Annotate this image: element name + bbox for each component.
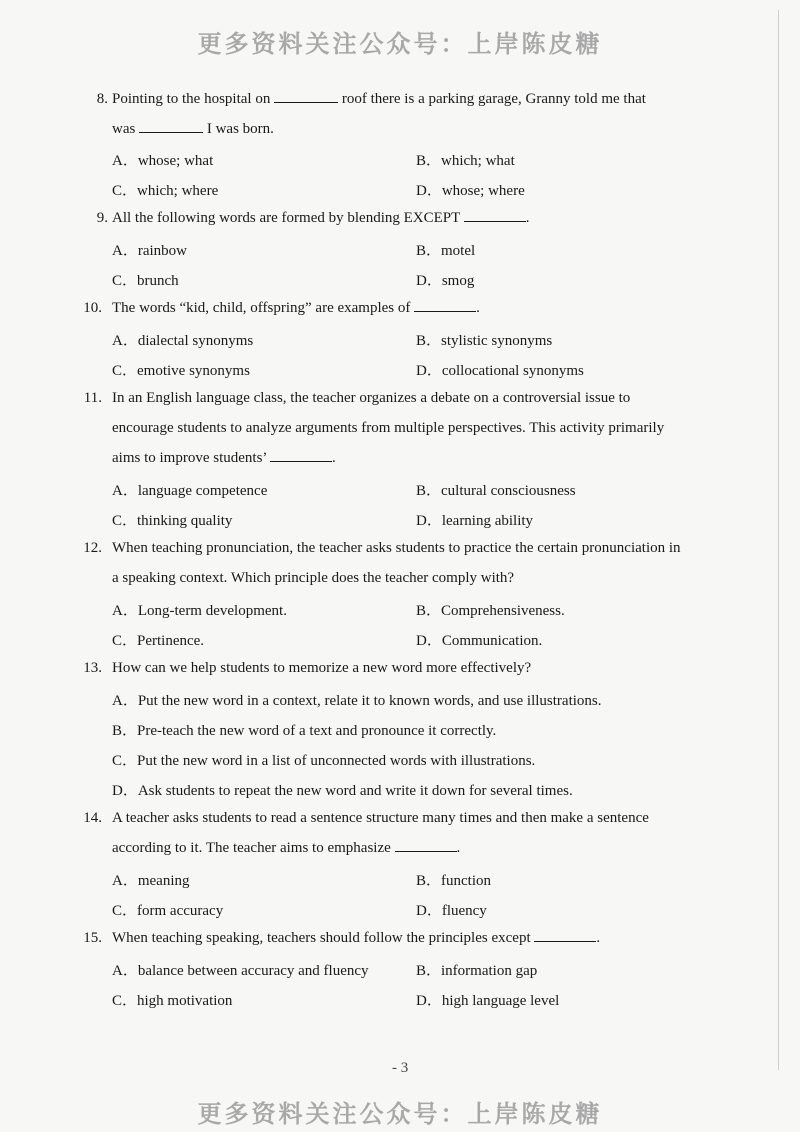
option-b: B．function — [416, 873, 491, 889]
question-number: 12. — [83, 540, 102, 556]
option-a: A．language competence — [112, 483, 268, 499]
option-d: D．high language level — [416, 993, 560, 1009]
question-text: . — [456, 840, 461, 856]
option-d: D．collocational synonyms — [416, 363, 584, 379]
option-c: C．thinking quality — [112, 513, 233, 529]
question-text: a speaking context. Which principle does the teacher comply with? — [112, 570, 515, 586]
option-d: D．whose; where — [416, 183, 525, 199]
option-c: C．Pertinence. — [112, 633, 205, 649]
answer-blank — [274, 88, 338, 103]
page-edge-line — [778, 10, 779, 1070]
option-a: A．Long-term development. — [112, 603, 287, 619]
answer-blank — [534, 927, 596, 942]
question-text: . — [332, 450, 336, 466]
option-c: C．form accuracy — [112, 903, 224, 919]
option-c: C．high motivation — [112, 993, 233, 1009]
question-text: . — [476, 300, 480, 316]
question-number: 9. — [96, 210, 108, 226]
option-d: D．Communication. — [416, 633, 543, 649]
question-text: . — [525, 210, 530, 226]
option-a: A．meaning — [112, 873, 190, 889]
option-d: D．fluency — [416, 903, 487, 919]
option-c: C．brunch — [112, 273, 179, 289]
watermark-top: 更多资料关注公众号：上岸陈皮糖 — [197, 30, 603, 58]
watermark-bottom: 更多资料关注公众号：上岸陈皮糖 — [197, 1100, 603, 1128]
option-c: C．which; where — [112, 183, 219, 199]
question-number: 11. — [83, 390, 102, 406]
option-c: C．Put the new word in a list of unconnected words with illustrations. — [112, 753, 536, 769]
question-number: 10. — [83, 300, 102, 316]
question-text: encourage students to analyze arguments from multiple perspectives. This activity primarily — [112, 420, 665, 436]
answer-blank — [139, 118, 203, 133]
option-a: A．Put the new word in a context, relate it to known words, and use illustrations. — [112, 693, 602, 709]
question-text: A teacher asks students to read a sentence structure many times and then make a sentence — [112, 810, 649, 826]
option-b: B．stylistic synonyms — [416, 333, 553, 349]
option-a: A．whose; what — [112, 153, 214, 169]
answer-blank — [270, 447, 332, 462]
question-text: In an English language class, the teacher organizes a debate on a controversial issue to — [112, 390, 631, 406]
option-d: D．Ask students to repeat the new word and write it down for several times. — [112, 783, 573, 799]
answer-blank — [464, 207, 526, 222]
question-number: 14. — [83, 810, 102, 826]
option-d: D．smog — [416, 273, 475, 289]
question-text: . — [596, 930, 601, 946]
answer-blank — [414, 297, 476, 312]
question-number: 13. — [83, 660, 102, 676]
option-b: B．cultural consciousness — [416, 483, 576, 499]
question-text: How can we help students to memorize a new word more effectively? — [112, 660, 532, 676]
option-a: A．rainbow — [112, 243, 187, 259]
question-text: All the following words are formed by blending EXCEPT — [112, 210, 461, 226]
question-text: When teaching speaking, teachers should follow the principles except — [112, 930, 531, 946]
option-c: C．emotive synonyms — [112, 363, 250, 379]
question-text: roof there is a parking garage, Granny told me that — [341, 91, 646, 107]
question-text: Pointing to the hospital on — [112, 91, 271, 107]
option-b: B．information gap — [416, 963, 538, 979]
option-b: B．Pre-teach the new word of a text and pronounce it correctly. — [112, 723, 497, 739]
question-number: 8. — [96, 91, 108, 107]
question-text: I was born. — [206, 121, 274, 137]
option-b: B．motel — [416, 243, 476, 259]
question-text: aims to improve students’ — [112, 450, 267, 466]
option-a: A．dialectal synonyms — [112, 333, 254, 349]
option-b: B．Comprehensiveness. — [416, 603, 565, 619]
question-text: according to it. The teacher aims to emphasize — [112, 840, 391, 856]
question-text: When teaching pronunciation, the teacher asks students to practice the certain pronunciation in — [112, 540, 681, 556]
page-number: - 3 — [392, 1060, 409, 1076]
question-text: was — [112, 121, 136, 137]
option-d: D．learning ability — [416, 513, 534, 529]
question-text: The words “kid, child, offspring” are examples of — [112, 300, 411, 316]
option-a: A．balance between accuracy and fluency — [112, 963, 369, 979]
option-b: B．which; what — [416, 153, 515, 169]
question-number: 15. — [83, 930, 102, 946]
answer-blank — [395, 837, 457, 852]
